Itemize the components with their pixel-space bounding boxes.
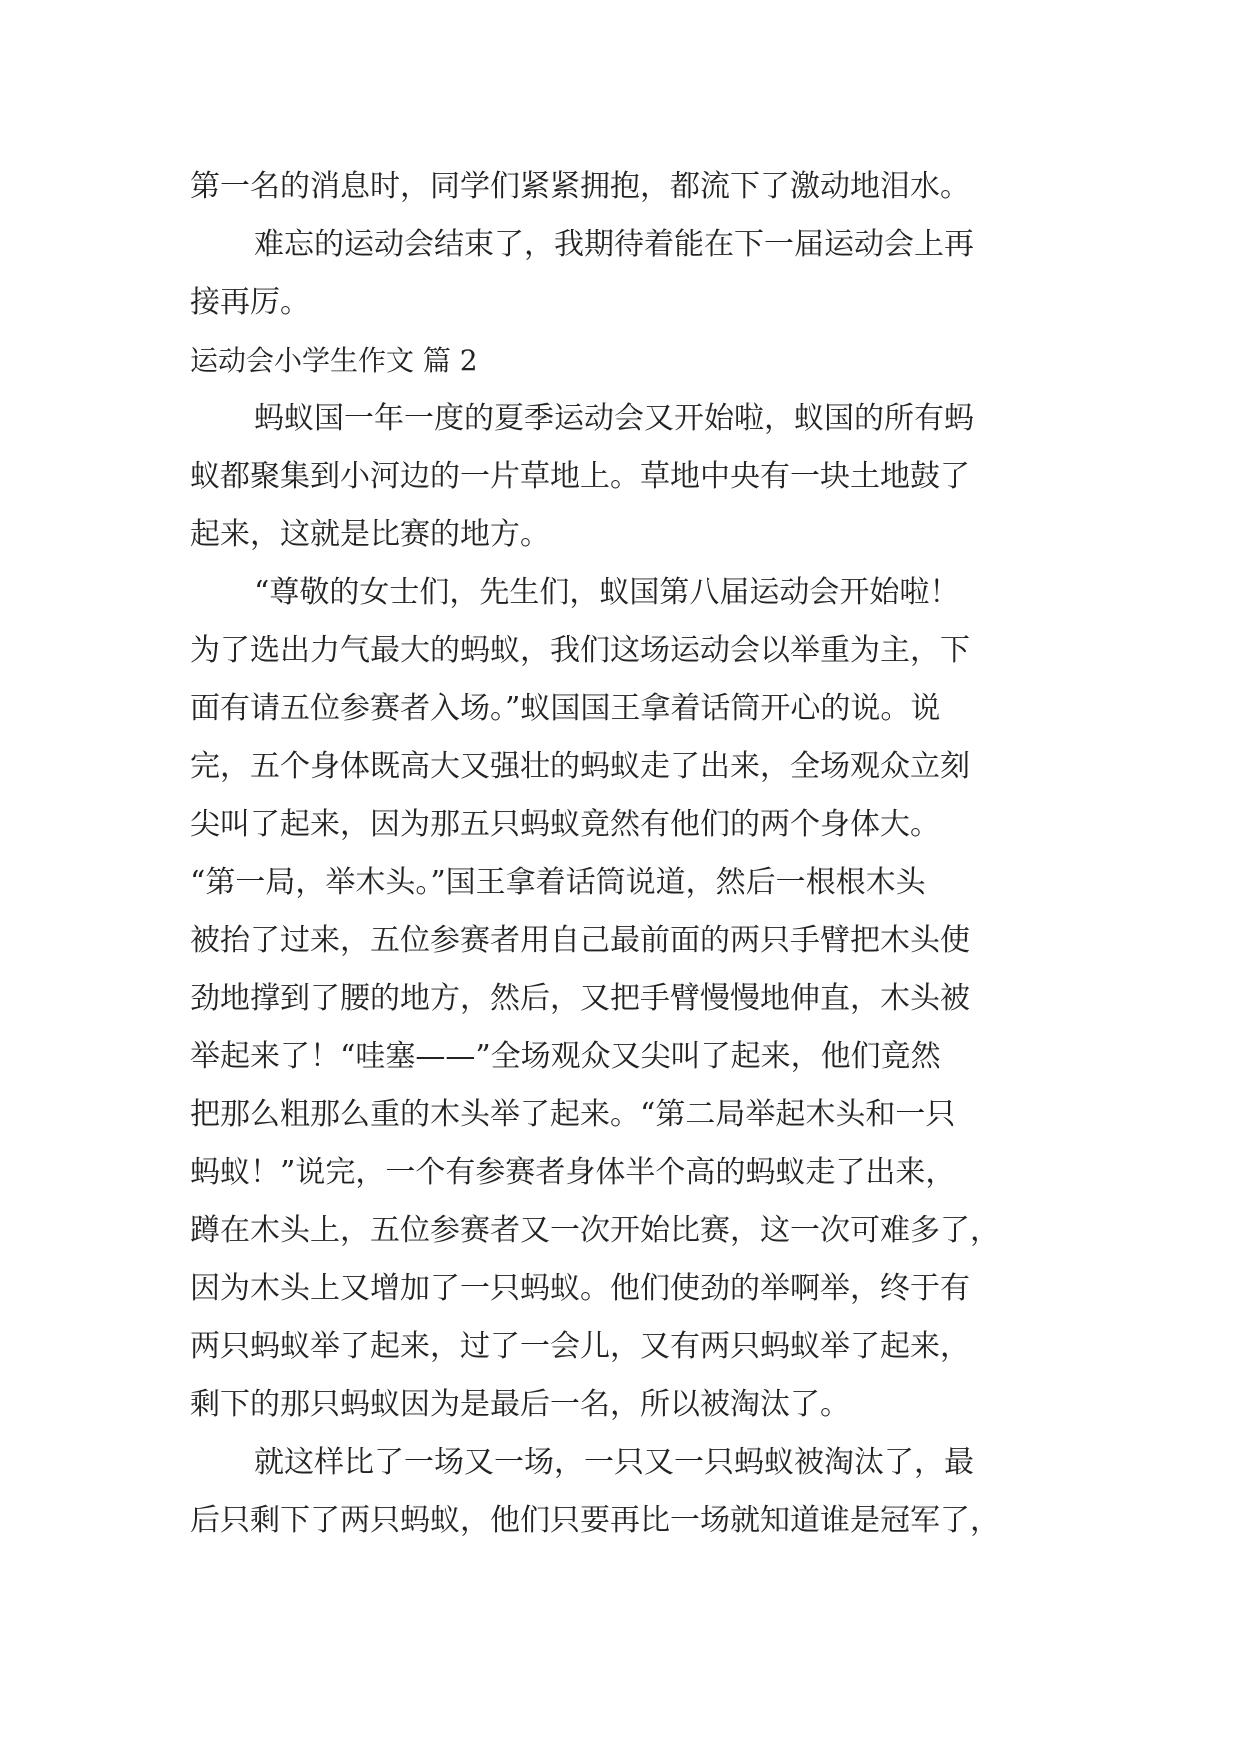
text-line: “第一局，举木头。”国王拿着话筒说道，然后一根根木头: [190, 865, 926, 900]
text-line: 难忘的运动会结束了，我期待着能在下一届运动会上再: [254, 227, 974, 262]
heading-text: 运动会小学生作文 篇 2: [190, 344, 478, 377]
text-line: 蚁都聚集到小河边的一片草地上。草地中央有一块土地鼓了: [190, 459, 970, 494]
section-heading: [190, 332, 1070, 390]
text-line: 两只蚂蚁举了起来，过了一会儿，又有两只蚂蚁举了起来，: [190, 1329, 970, 1364]
text-line: 蚂蚁！”说完，一个有参赛者身体半个高的蚂蚁走了出来，: [190, 1155, 956, 1190]
text-line: 尖叫了起来，因为那五只蚂蚁竟然有他们的两个身体大。: [190, 807, 940, 842]
text-line: 蹲在木头上，五位参赛者又一次开始比赛，这一次可难多了，: [190, 1213, 1000, 1248]
paragraph: [190, 216, 1070, 332]
text-line: 完，五个身体既高大又强壮的蚂蚁走了出来，全场观众立刻: [190, 749, 970, 784]
document-body: [190, 158, 1070, 1550]
text-line: 接再厉。: [190, 285, 310, 320]
paragraph: [190, 158, 1070, 216]
text-line: “尊敬的女士们，先生们，蚁国第八届运动会开始啦！: [254, 575, 960, 610]
paragraph: [190, 564, 1070, 1434]
text-line: 劲地撑到了腰的地方，然后，又把手臂慢慢地伸直，木头被: [190, 981, 970, 1016]
text-line: 因为木头上又增加了一只蚂蚁。他们使劲的举啊举，终于有: [190, 1271, 970, 1306]
text-line: 起来，这就是比赛的地方。: [190, 517, 550, 552]
text-line: 就这样比了一场又一场，一只又一只蚂蚁被淘汰了，最: [254, 1445, 974, 1480]
text-line: 剩下的那只蚂蚁因为是最后一名，所以被淘汰了。: [190, 1387, 850, 1422]
text-line: 面有请五位参赛者入场。”蚁国国王拿着话筒开心的说。说: [190, 691, 941, 726]
text-line: 后只剩下了两只蚂蚁，他们只要再比一场就知道谁是冠军了，: [190, 1503, 1000, 1538]
text-line: 为了选出力气最大的蚂蚁，我们这场运动会以举重为主，下: [190, 633, 970, 668]
text-line: 被抬了过来，五位参赛者用自己最前面的两只手臂把木头使: [190, 923, 970, 958]
paragraph: [190, 1434, 1070, 1550]
text-line: 举起来了！“哇塞——”全场观众又尖叫了起来，他们竟然: [190, 1039, 941, 1074]
paragraph: [190, 390, 1070, 564]
text-line: 第一名的消息时，同学们紧紧拥抱，都流下了激动地泪水。: [190, 169, 970, 204]
text-line: 把那么粗那么重的木头举了起来。“第二局举起木头和一只: [190, 1097, 956, 1132]
text-line: 蚂蚁国一年一度的夏季运动会又开始啦，蚁国的所有蚂: [254, 401, 974, 436]
